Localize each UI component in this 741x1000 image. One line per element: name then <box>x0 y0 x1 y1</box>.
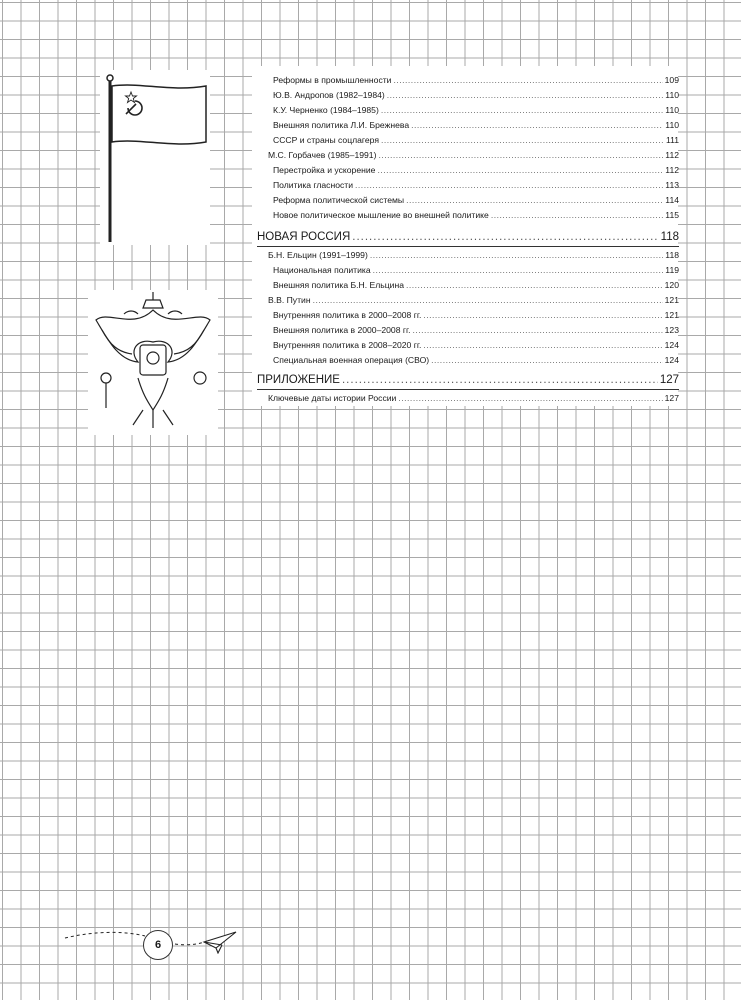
toc-entry[interactable]: Внешняя политика Л.И. Брежнева ..... 110 <box>273 120 679 130</box>
section-divider <box>257 246 679 247</box>
page-number: 6 <box>143 930 173 960</box>
paper-plane-icon <box>202 928 238 954</box>
toc-entry[interactable]: Внутренняя политика в 2000–2008 гг. ..... 121 <box>273 310 679 320</box>
toc-section-heading[interactable]: ПРИЛОЖЕНИЕ ..... 127 <box>257 374 679 386</box>
toc-entry[interactable]: Ключевые даты истории России ..... 127 <box>268 393 679 403</box>
toc-entry[interactable]: В.В. Путин ..... 121 <box>268 295 679 305</box>
toc-section-heading[interactable]: НОВАЯ РОССИЯ ..... 118 <box>257 231 679 243</box>
table-of-contents <box>252 66 678 406</box>
toc-entry[interactable]: Внешняя политика в 2000–2008 гг. ..... 123 <box>273 325 679 335</box>
toc-entry[interactable]: Политика гласности ..... 113 <box>273 180 679 190</box>
ussr-flag-icon <box>100 70 210 245</box>
toc-entry[interactable]: Б.Н. Ельцин (1991–1999) ..... 118 <box>268 250 679 260</box>
toc-entry[interactable]: Внутренняя политика в 2008–2020 гг. ..... 124 <box>273 340 679 350</box>
toc-entry[interactable]: Новое политическое мышление во внешней политике ..... 115 <box>273 210 679 220</box>
toc-entry[interactable]: Ю.В. Андропов (1982–1984) ..... 110 <box>273 90 679 100</box>
toc-entry[interactable]: Перестройка и ускорение ..... 112 <box>273 165 679 175</box>
toc-entry[interactable]: Реформы в промышленности ..... 109 <box>273 75 679 85</box>
toc-entry[interactable]: Национальная политика ..... 119 <box>273 265 679 275</box>
russian-coat-of-arms-icon <box>88 290 218 435</box>
toc-entry[interactable]: К.У. Черненко (1984–1985) ..... 110 <box>273 105 679 115</box>
toc-entry[interactable]: Реформа политической системы ..... 114 <box>273 195 679 205</box>
section-divider <box>257 389 679 390</box>
toc-entry[interactable]: СССР и страны соцлагеря ..... 111 <box>273 135 679 145</box>
toc-entry[interactable]: Внешняя политика Б.Н. Ельцина ..... 120 <box>273 280 679 290</box>
toc-entry[interactable]: М.С. Горбачев (1985–1991) ..... 112 <box>268 150 679 160</box>
toc-entry[interactable]: Специальная военная операция (СВО) ..... 124 <box>273 355 679 365</box>
